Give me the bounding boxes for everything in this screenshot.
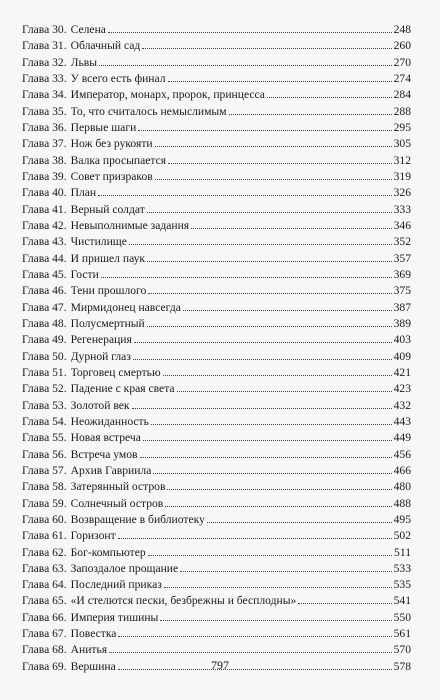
toc-entry [22,38,411,54]
toc-entry [22,169,411,185]
dot-leader [108,32,392,33]
chapter-number: Глава 34. [22,88,67,102]
toc-entry [22,381,411,397]
chapter-page-ref: 288 [393,104,411,118]
dot-leader [168,163,392,164]
chapter-title: Львы [70,55,98,69]
chapter-page-ref: 511 [394,545,411,559]
chapter-number: Глава 55. [22,431,67,445]
chapter-page-ref: 295 [393,120,411,134]
chapter-title: Тени прошлого [70,284,147,298]
chapter-title: То, что считалось немыслимым [70,104,227,118]
toc-entry [22,577,411,593]
chapter-number: Глава 63. [22,561,67,575]
chapter-number: Глава 61. [22,529,67,543]
dot-leader [129,244,392,245]
toc-entry [22,610,411,626]
chapter-page-ref: 456 [393,447,411,461]
chapter-page-ref: 550 [393,610,411,624]
chapter-title: И пришел паук [70,251,146,265]
chapter-number: Глава 41. [22,202,67,216]
chapter-page-ref: 270 [393,55,411,69]
toc-entry [22,463,411,479]
chapter-number: Глава 40. [22,186,67,200]
toc-entry [22,22,411,38]
dot-leader [298,603,391,604]
chapter-number: Глава 68. [22,643,67,657]
dot-leader [140,457,392,458]
chapter-title: Бог-компьютер [70,545,146,559]
chapter-page-ref: 312 [393,153,411,167]
dot-leader [180,571,391,572]
dot-leader [164,587,392,588]
chapter-number: Глава 33. [22,71,67,85]
dot-leader [167,489,391,490]
chapter-title: Чистилище [70,235,127,249]
dot-leader [148,555,392,556]
chapter-page-ref: 561 [393,627,411,641]
toc-entry [22,218,411,234]
chapter-page-ref: 421 [393,365,411,379]
dot-leader [191,228,391,229]
chapter-title: Император, монарх, пророк, принцесса [70,88,265,102]
dot-leader [163,375,392,376]
dot-leader [207,522,392,523]
dot-leader [134,342,392,343]
chapter-number: Глава 58. [22,480,67,494]
chapter-title: Солнечный остров [70,496,164,510]
chapter-title: Дурной глаз [70,349,131,363]
toc-entry [22,593,411,609]
toc-entry [22,479,411,495]
chapter-page-ref: 248 [393,23,411,36]
chapter-title: Совет призраков [70,169,153,183]
toc-entry [22,430,411,446]
chapter-page-ref: 495 [393,512,411,526]
chapter-page-ref: 432 [393,398,411,412]
toc-entry [22,561,411,577]
chapter-page-ref: 326 [393,186,411,200]
toc-entry [22,365,411,381]
toc-entry [22,626,411,642]
chapter-title: Последний приказ [70,578,162,592]
toc-entry [22,349,411,365]
chapter-title: Затерянный остров [70,480,166,494]
chapter-number: Глава 37. [22,137,67,151]
dot-leader [118,636,391,637]
chapter-title: Падение с края света [70,382,175,396]
chapter-page-ref: 541 [393,594,411,608]
chapter-page-ref: 389 [393,316,411,330]
chapter-page-ref: 352 [393,235,411,249]
toc-entry [22,104,411,120]
chapter-number: Глава 51. [22,365,67,379]
chapter-title: Первые шаги [70,120,137,134]
chapter-title: Новая встреча [70,431,141,445]
chapter-title: Встреча умов [70,447,138,461]
toc-entry [22,545,411,561]
dot-leader [151,424,392,425]
chapter-title: Регенерация [70,333,132,347]
chapter-title: Неожиданность [70,414,149,428]
chapter-page-ref: 533 [393,561,411,575]
toc-entry [22,153,411,169]
toc-entry [22,234,411,250]
toc-entry [22,398,411,414]
dot-leader [99,65,392,66]
chapter-title: Мирмидонец навсегда [70,300,181,314]
chapter-page-ref: 305 [393,137,411,151]
chapter-title: Повестка [70,627,117,641]
chapter-number: Глава 48. [22,316,67,330]
chapter-title: Золотой век [70,398,130,412]
dot-leader [133,359,392,360]
chapter-title: Архив Гавриила [70,463,152,477]
chapter-number: Глава 47. [22,300,67,314]
dot-leader [177,391,392,392]
chapter-page-ref: 535 [393,578,411,592]
chapter-page-ref: 319 [393,169,411,183]
chapter-number: Глава 54. [22,414,67,428]
chapter-title: Верный солдат [70,202,145,216]
chapter-title: Гости [70,267,99,281]
chapter-page-ref: 284 [393,88,411,102]
chapter-number: Глава 31. [22,39,67,53]
chapter-page-ref: 578 [393,659,411,673]
chapter-page-ref: 369 [393,267,411,281]
dot-leader [143,440,392,441]
toc-entry [22,414,411,430]
dot-leader [183,310,392,311]
chapter-number: Глава 69. [22,659,67,673]
dot-leader [148,293,391,294]
chapter-number: Глава 57. [22,463,67,477]
dot-leader [132,408,392,409]
chapter-page-ref: 333 [393,202,411,216]
toc-entry [22,71,411,87]
chapter-title: Империя тишины [70,610,159,624]
chapter-number: Глава 30. [22,23,67,36]
chapter-title: «И стелются пески, безбрежны и бесплодны» [70,594,297,608]
chapter-number: Глава 50. [22,349,67,363]
dot-leader [138,130,391,131]
chapter-page-ref: 387 [393,300,411,314]
toc-entry [22,642,411,658]
chapter-page-ref: 480 [393,480,411,494]
chapter-page-ref: 357 [393,251,411,265]
dot-leader [267,97,392,98]
chapter-page-ref: 260 [393,39,411,53]
dot-leader [98,195,391,196]
chapter-number: Глава 67. [22,627,67,641]
toc-entry [22,185,411,201]
chapter-title: Нож без рукояти [70,137,153,151]
table-of-contents [22,22,411,675]
chapter-number: Глава 59. [22,496,67,510]
toc-entry [22,316,411,332]
toc-entry [22,202,411,218]
chapter-number: Глава 45. [22,267,67,281]
page-number: 797 [211,658,229,672]
chapter-number: Глава 43. [22,235,67,249]
chapter-title: Возвращение в библиотеку [70,512,205,526]
chapter-title: Торговец смертью [70,365,161,379]
chapter-number: Глава 46. [22,284,67,298]
chapter-number: Глава 62. [22,545,67,559]
toc-entry [22,283,411,299]
chapter-page-ref: 423 [393,382,411,396]
toc-entry [22,300,411,316]
chapter-page-ref: 570 [393,643,411,657]
chapter-number: Глава 49. [22,333,67,347]
toc-entry [22,87,411,103]
toc-entry [22,496,411,512]
dot-leader [165,506,391,507]
chapter-title: Вершина [70,659,116,673]
chapter-page-ref: 403 [393,333,411,347]
dot-leader [229,114,392,115]
dot-leader [160,620,391,621]
toc-entry [22,55,411,71]
toc-entry [22,528,411,544]
toc-entry [22,332,411,348]
toc-entry [22,251,411,267]
chapter-number: Глава 65. [22,594,67,608]
chapter-title: Облачный сад [70,39,141,53]
dot-leader [147,261,392,262]
chapter-number: Глава 32. [22,55,67,69]
chapter-title: Запоздалое прощание [70,561,179,575]
chapter-number: Глава 38. [22,153,67,167]
chapter-number: Глава 64. [22,578,67,592]
chapter-title: План [70,186,97,200]
chapter-title: Анитья [70,643,108,657]
chapter-number: Глава 35. [22,104,67,118]
dot-leader [101,277,392,278]
dot-leader [109,652,392,653]
chapter-page-ref: 443 [393,414,411,428]
chapter-title: У всего есть финал [70,71,166,85]
chapter-page-ref: 488 [393,496,411,510]
chapter-page-ref: 466 [393,463,411,477]
chapter-number: Глава 44. [22,251,67,265]
chapter-title: Полусмертный [70,316,145,330]
chapter-page-ref: 409 [393,349,411,363]
chapter-page-ref: 274 [393,71,411,85]
dot-leader [153,473,391,474]
dot-leader [118,538,392,539]
dot-leader [147,212,392,213]
toc-entry [22,136,411,152]
chapter-page-ref: 375 [393,284,411,298]
toc-entry [22,512,411,528]
dot-leader [155,179,392,180]
dot-leader [168,81,392,82]
chapter-number: Глава 53. [22,398,67,412]
chapter-number: Глава 36. [22,120,67,134]
chapter-page-ref: 502 [393,529,411,543]
toc-entry [22,447,411,463]
chapter-number: Глава 56. [22,447,67,461]
chapter-number: Глава 39. [22,169,67,183]
chapter-page-ref: 449 [393,431,411,445]
toc-entry [22,120,411,136]
chapter-number: Глава 66. [22,610,67,624]
chapter-number: Глава 42. [22,218,67,232]
chapter-page-ref: 346 [393,218,411,232]
chapter-title: Невыполнимые задания [70,218,190,232]
dot-leader [142,48,391,49]
chapter-number: Глава 52. [22,382,67,396]
chapter-title: Горизонт [70,529,116,543]
chapter-number: Глава 60. [22,512,67,526]
chapter-title: Селена [70,23,106,36]
chapter-title: Валка просыпается [70,153,167,167]
toc-entry [22,267,411,283]
dot-leader [155,146,392,147]
dot-leader [147,326,392,327]
